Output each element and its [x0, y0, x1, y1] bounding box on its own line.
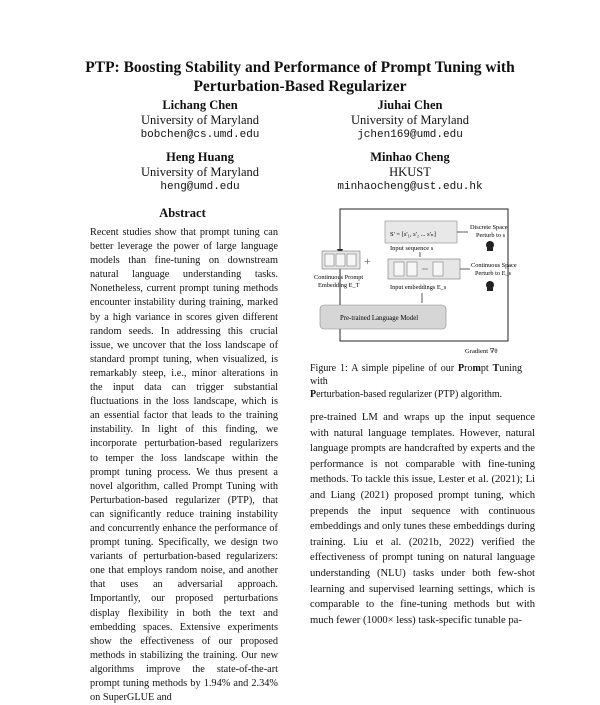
author-affiliation: University of Maryland [350, 113, 470, 127]
abstract-body [90, 226, 278, 705]
input-embeddings-label: Input embeddings E_s [390, 284, 447, 291]
caption-emph: m [472, 363, 481, 374]
discrete-space-line1: Discrete Space [470, 224, 508, 231]
plus-icon: + [364, 254, 371, 268]
input-sequence-label: Input sequence s [390, 245, 434, 252]
caption-emph: P [310, 389, 317, 400]
author-name: Lichang Chen [162, 98, 238, 112]
continuous-prompt-line2: Embedding E_T [318, 282, 360, 289]
hand-icon [486, 281, 494, 291]
embedding-cell [433, 262, 443, 276]
plm-label: Pre-trained Language Model [340, 315, 419, 322]
caption-part: ro [464, 363, 473, 374]
author-name: Jiuhai Chen [377, 98, 443, 112]
continuous-space-line2: Perturb to E_s [475, 270, 512, 277]
abstract-heading: Abstract [159, 206, 206, 220]
embedding-cell [347, 254, 356, 266]
embedding-cell [394, 262, 404, 276]
formula-text: S' = [s'₁, s'₂ ... s'ₙ] [390, 231, 436, 238]
caption-prefix: Figure 1: A simple pipeline of our [310, 363, 459, 374]
pipeline-figure [310, 207, 517, 357]
paper-title-line-2: Perturbation-Based Regularizer [193, 78, 407, 95]
author-email[interactable]: bobchen@cs.umd.edu [140, 129, 260, 141]
caption-emph: T [492, 363, 500, 374]
author-name: Minhao Cheng [370, 150, 450, 164]
author-affiliation: HKUST [389, 165, 431, 179]
paper-title-line-1: PTP: Boosting Stability and Performance of Prompt Tuning with [85, 59, 515, 76]
author-block [300, 98, 520, 143]
author-affiliation: University of Maryland [140, 165, 260, 179]
continuous-prompt-line1: Continuous Prompt [314, 274, 364, 281]
body-paragraph: pre-trained LM and wraps up the input sequence with natural language templates. However, natural language prompts are handcrafted by experts and the performance is not comparable with fine-tuning methods. To tackle this issue, Lester et al. (2021); Li and Liang (2021) proposed prompt tuning, which prepends the input sequence with continuous embeddings and only tunes these embeddings during training. Liu et al. (2021b, 2022) verified the effectiveness of prompt tuning on natural language understanding (NLU) tasks under both few-shot learning and supervised learning settings, which is comparable to the fine-tuning methods but with much fewer (1000× less) task-specific tunable pa- [310, 412, 535, 626]
body-text-column [310, 410, 535, 628]
caption-part: pt [480, 363, 493, 374]
caption-emph: P [458, 363, 465, 374]
author-email[interactable]: heng@umd.edu [160, 181, 240, 193]
author-affiliation: University of Maryland [140, 113, 260, 127]
continuous-space-line1: Continuous Space [471, 262, 517, 269]
gradient-label: Gradient ∇θ [465, 348, 498, 355]
caption-suffix: erturbation-based regularizer (PTP) algorithm. [316, 389, 503, 400]
figure-caption [310, 362, 522, 401]
paper-title [40, 58, 560, 96]
abstract-text: Recent studies show that prompt tuning can better leverage the power of large language models than fine-tuning on downstream natural language understanding tasks. Nonetheless, current prompt tuning methods encounter instability during training, marked by a high variance in scores given different random seeds. In addressing this crucial issue, we uncover that the loss landscape of standard prompt tuning, when visualized, is remarkably steep, i.e., minor alterations in the input data can trigger substantial fluctuations in the loss landscape, which is an essential factor that leads to the training instability. In light of this finding, we incorporate perturbation-based regularizers to temper the loss landscape within the prompt tuning process. We thus present a novel algorithm, called Prompt Tuning with Perturbation-based regularizer (PTP), that can significantly reduce training instability and concurrently enhance the performance of prompt tuning. Specifically, we design two variants of perturbation-based regularizers: one that employs random noise, and another that uses an adversarial approach. Importantly, our proposed perturbations display flexibility in both the text and embedding spaces. Extensive experiments show the effectiveness of our proposed methods in stabilizing the training. Our new algorithms improve the state-of-the-art prompt tuning methods by 1.94% and 2.34% on SuperGLUE and [90, 227, 278, 704]
discrete-space-line2: Perturb to s [476, 232, 506, 239]
embedding-cell [325, 254, 334, 266]
author-email[interactable]: minhaocheng@ust.edu.hk [337, 181, 483, 193]
embedding-cell [407, 262, 417, 276]
caption-part: uning with [310, 363, 523, 387]
author-block [90, 150, 310, 195]
author-block [90, 98, 310, 143]
author-name: Heng Huang [166, 150, 234, 164]
embedding-cell [336, 254, 345, 266]
hand-icon [486, 241, 494, 251]
author-email[interactable]: jchen169@umd.edu [357, 129, 463, 141]
author-block [300, 150, 520, 195]
